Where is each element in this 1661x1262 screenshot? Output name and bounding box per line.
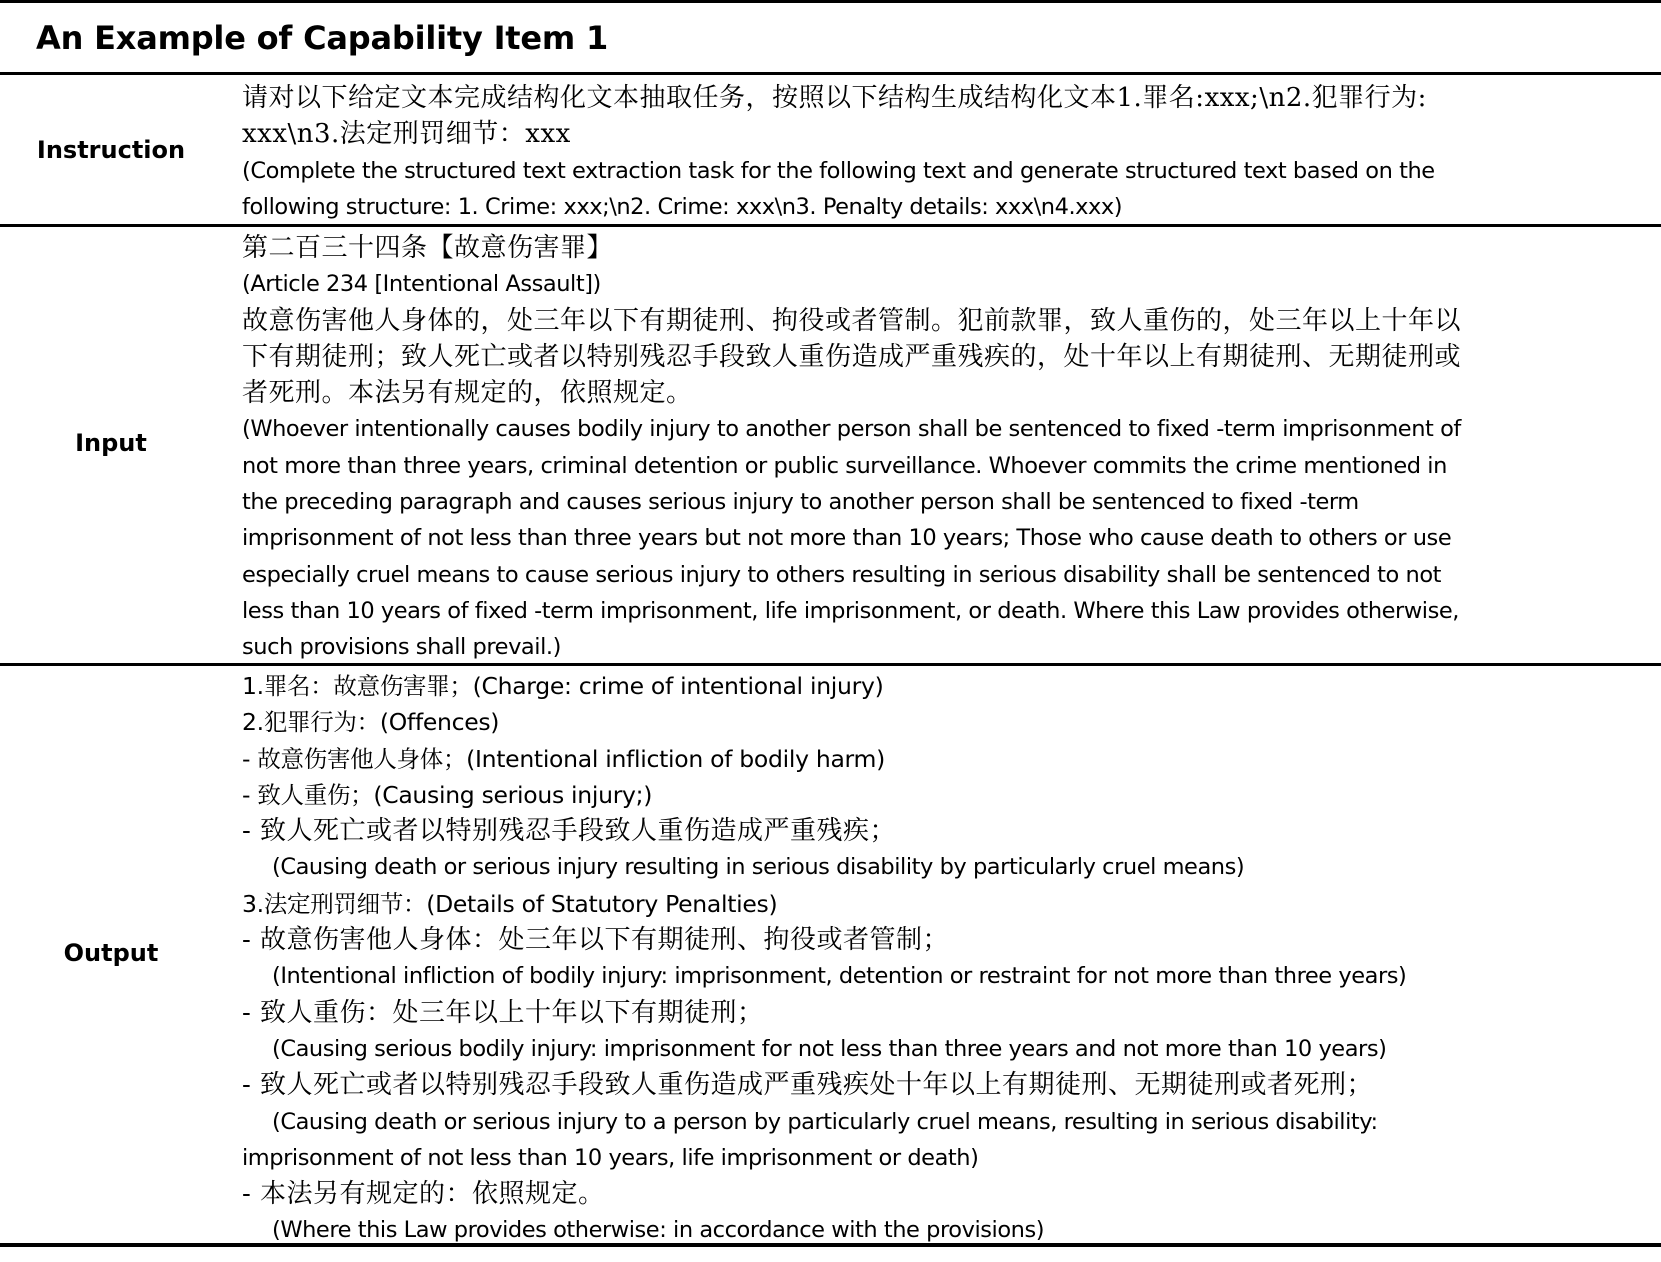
row-divider xyxy=(0,663,1661,666)
input-line: the preceding paragraph and causes serious injury to another person shall be sentenced to fixed -term xyxy=(242,489,1359,516)
output-line: - 致人重伤：处三年以上十年以下有期徒刑； xyxy=(242,997,764,1028)
instruction-label: Instruction xyxy=(36,136,186,164)
output-line: - 致人死亡或者以特别残忍手段致人重伤造成严重残疾处十年以上有期徒刑、无期徒刑或者死刑； xyxy=(242,1070,1374,1101)
output-line: - 致人重伤；(Causing serious injury;) xyxy=(242,780,653,809)
output-line: - 故意伤害他人身体：处三年以下有期徒刑、拘役或者管制； xyxy=(242,925,950,956)
output-line: (Where this Law provides otherwise: in accordance with the provisions) xyxy=(272,1217,1045,1244)
output-line: 2.犯罪行为：(Offences) xyxy=(242,708,500,737)
output-line: 3.法定刑罚细节：(Details of Statutory Penalties) xyxy=(242,889,778,918)
output-cell xyxy=(242,668,1654,1249)
input-line: 第二百三十四条【故意伤害罪】 xyxy=(242,233,614,263)
output-line: (Causing serious bodily injury: imprisonment for not less than three years and not more than 10 years) xyxy=(272,1035,1387,1062)
top-rule xyxy=(0,0,1661,3)
output-label: Output xyxy=(63,939,159,967)
output-line: - 故意伤害他人身体；(Intentional infliction of bodily harm) xyxy=(242,744,885,773)
table-title: An Example of Capability Item 1 xyxy=(36,19,609,57)
title-rule xyxy=(0,72,1661,75)
output-line: imprisonment of not less than 10 years, life imprisonment or death) xyxy=(242,1144,979,1171)
output-line: 1.罪名：故意伤害罪；(Charge: crime of intentional injury) xyxy=(242,672,884,700)
output-line: (Causing death or serious injury to a person by particularly cruel means, resulting in serious disability: xyxy=(272,1108,1378,1135)
output-line: (Causing death or serious injury resulting in serious disability by particularly cruel means) xyxy=(272,854,1245,881)
output-line: - 致人死亡或者以特别残忍手段致人重伤造成严重残疾； xyxy=(242,816,897,847)
instruction-cell xyxy=(242,80,1654,225)
instruction-line: following structure: 1. Crime: xxx;\n2. Crime: xxx\n3. Penalty details: xxx\n4.xxx) xyxy=(242,193,1123,220)
output-line: - 本法另有规定的：依照规定。 xyxy=(242,1179,605,1210)
output-line: (Intentional infliction of bodily injury: imprisonment, detention or restraint for not more than three years) xyxy=(272,963,1407,990)
instruction-line: 请对以下给定文本完成结构化文本抽取任务，按照以下结构生成结构化文本1.罪名:xxx;\n2.犯罪行为: xyxy=(242,83,1427,113)
input-line: 故意伤害他人身体的，处三年以下有期徒刑、拘役或者管制。犯前款罪，致人重伤的，处三年以上十年以 xyxy=(242,305,1462,336)
input-line: not more than three years, criminal detention or public surveillance. Whoever commits the crime mentioned in xyxy=(242,452,1447,479)
bottom-rule xyxy=(0,1243,1661,1247)
instruction-line: xxx\n3.法定刑罚细节：xxx xyxy=(242,119,571,150)
input-line: less than 10 years of fixed -term imprisonment, life imprisonment, or death. Where this Law provides otherwise, xyxy=(242,597,1459,624)
input-line: imprisonment of not less than three years but not more than 10 years; Those who cause death to others or use xyxy=(242,525,1452,552)
input-line: (Whoever intentionally causes bodily injury to another person shall be sentenced to fixed -term imprisonment of xyxy=(242,416,1461,443)
input-label: Input xyxy=(75,429,147,457)
input-cell xyxy=(242,230,1654,666)
input-line: (Article 234 [Intentional Assault]) xyxy=(242,271,601,298)
input-line: 下有期徒刑；致人死亡或者以特别残忍手段致人重伤造成严重残疾的，处十年以上有期徒刑、无期徒刑或 xyxy=(242,341,1462,372)
input-line: 者死刑。本法另有规定的，依照规定。 xyxy=(242,378,693,409)
row-divider xyxy=(0,224,1661,227)
input-line: such provisions shall prevail.) xyxy=(242,634,561,661)
instruction-line: (Complete the structured text extraction task for the following text and generate structured text based on the xyxy=(242,157,1435,184)
input-line: especially cruel means to cause serious injury to others resulting in serious disability shall be sentenced to not xyxy=(242,561,1442,588)
